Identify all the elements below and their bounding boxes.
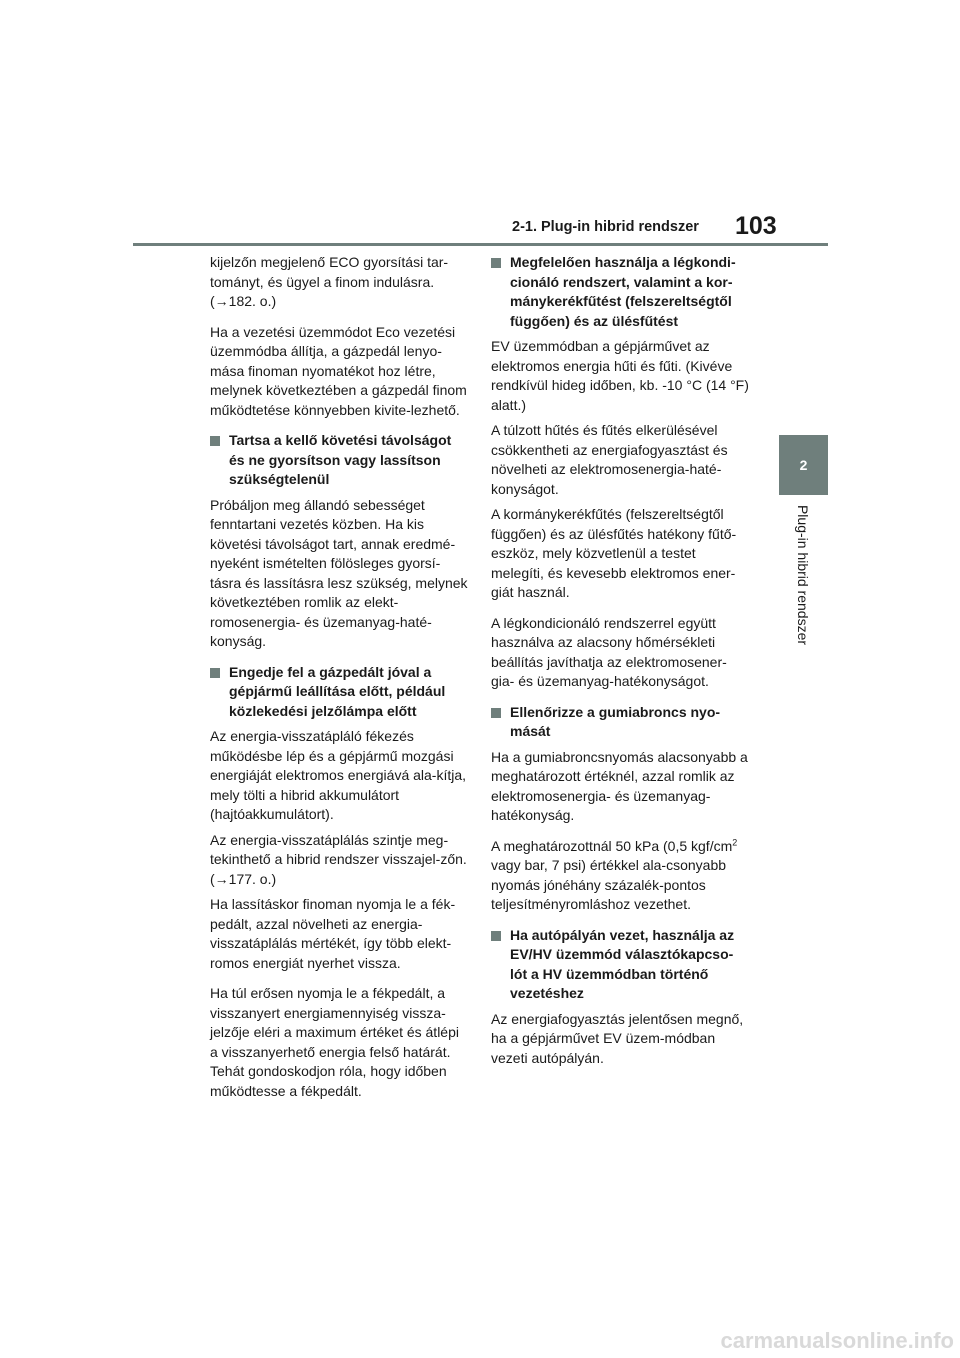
paragraph: Ha a gumiabroncsnyomás alacsonyabb a meghatározott értéknél, azzal romlik az elektromosenergia- és üzemanyag-hatékonyság.: [491, 748, 748, 823]
paragraph-part: vagy bar, 7 psi) értékkel ala-csonyabb nyomás jónéhány százalék-pontos teljesítményromláshoz vezethet.: [491, 857, 727, 912]
square-bullet-icon: [491, 931, 501, 941]
subheading-text: Tartsa a kellő követési távolságot és ne gyorsítson vagy lassítson szükségtelenül: [229, 432, 452, 487]
paragraph: Próbáljon meg állandó sebességet fenntartani vezetés közben. Ha kis követési távolságot tart, annak eredmé-nyeként ismételten fölösleges gyorsí-tásra és lassításra lesz szükség, melynek következtében romlik az elekt-romosenergia- és üzemanyag-haté-konyság.: [210, 496, 468, 649]
chapter-tab[interactable]: [779, 435, 828, 495]
paragraph: Ha lassításkor finoman nyomja le a fék-pedált, azzal növelheti az energia-visszatáplálás mértékét, így több elekt-romos energiát nyerhet vissza.: [210, 896, 456, 971]
paragraph: Az energia-visszatáplálás szintje meg-tekinthető a hibrid rendszer visszajel-zőn. (→177. o.): [210, 831, 467, 887]
subheading: [491, 926, 749, 1004]
subheading-text: Ellenőrizze a gumiabroncs nyo-mását: [510, 703, 721, 739]
superscript: 2: [732, 836, 738, 847]
subheading: [491, 703, 749, 742]
paragraph-with-superscript: [491, 837, 749, 915]
paragraph: A kormánykerékfűtés (felszereltségtől függően) és az ülésfűtés hatékony fűtő-eszköz, mely közvetlenül a testet melegíti, és kevesebb elektromos ener-giát használ.: [491, 506, 737, 600]
section-title: 2-1. Plug-in hibrid rendszer: [512, 219, 699, 235]
header-rule: [133, 243, 828, 246]
square-bullet-icon: [491, 708, 501, 718]
paragraph: Ha a vezetési üzemmódot Eco vezetési üzemmódba állítja, a gázpedál lenyo-mása finoman nyomatékot hoz létre, melynek következtében a gázpedál finom működtetése könnyebben kivite-lezhető.: [210, 323, 467, 418]
paragraph: A túlzott hűtés és fűtés elkerülésével csökkentheti az energiafogyasztást és növelheti az elektromosenergia-haté-konyságot.: [491, 422, 728, 497]
watermark: carmanualsonline.info: [720, 1328, 954, 1353]
square-bullet-icon: [210, 436, 220, 446]
paragraph: kijelzőn megjelenő ECO gyorsítási tar-tományt, és ügyel a finom indulásra. (→182. o.): [210, 254, 449, 309]
subheading-text: Engedje fel a gázpedált jóval a gépjármű leállítása előtt, például közlekedési jelzőlámpa előtt: [229, 663, 446, 719]
paragraph: A légkondicionáló rendszerrel együtt használva az alacsony hőmérsékleti beállítás javíthatja az elektromosener-gia- és üzemanyag-hatékonyságot.: [491, 614, 727, 689]
left-column: [210, 253, 468, 1112]
paragraph: Az energia-visszatápláló fékezés működésbe lép és a gépjármű mozgási energiáját elektromos energiává ala-kítja, mely tölti a hibrid akkumulátort (hajtóakkumulátort).: [210, 728, 467, 822]
subheading-text: Ha autópályán vezet, használja az EV/HV üzemmód választókapcso-lót a HV üzemmódban történő vezetéshez: [510, 926, 735, 1001]
paragraph: Az energiafogyasztás jelentősen megnő, ha a gépjárművet EV üzem-módban vezeti autópályán.: [491, 1010, 744, 1066]
paragraph: EV üzemmódban a gépjárművet az elektromos energia hűti és fűti. (Kivéve rendkívül hideg időben, kb. -10 °C (14 °F) alatt.): [491, 338, 749, 413]
subheading-text: Megfelelően használja a légkondi-cionáló rendszert, valamint a kor-mánykerékfűtést (felszereltségtől függően) és az ülésfűtést: [510, 254, 736, 329]
square-bullet-icon: [491, 258, 501, 268]
square-bullet-icon: [210, 668, 220, 678]
right-column: [491, 253, 749, 1079]
paragraph-part: A meghatározottnál 50 kPa (0,5 kgf/cm: [491, 837, 733, 854]
subheading: [210, 431, 468, 490]
page-number: 103: [735, 212, 777, 240]
subheading: [210, 663, 468, 722]
chapter-title-vertical: Plug-in hibrid rendszer: [795, 504, 811, 646]
chapter-number: 2: [799, 457, 808, 473]
paragraph: Ha túl erősen nyomja le a fékpedált, a visszanyert energiamennyiség vissza-jelzője eléri a maximum értéket és átlépi a visszanyerhető energia felső határát. Tehát gondoskodjon róla, hogy időben működtesse a fékpedált.: [210, 985, 459, 1099]
subheading: [491, 253, 749, 331]
